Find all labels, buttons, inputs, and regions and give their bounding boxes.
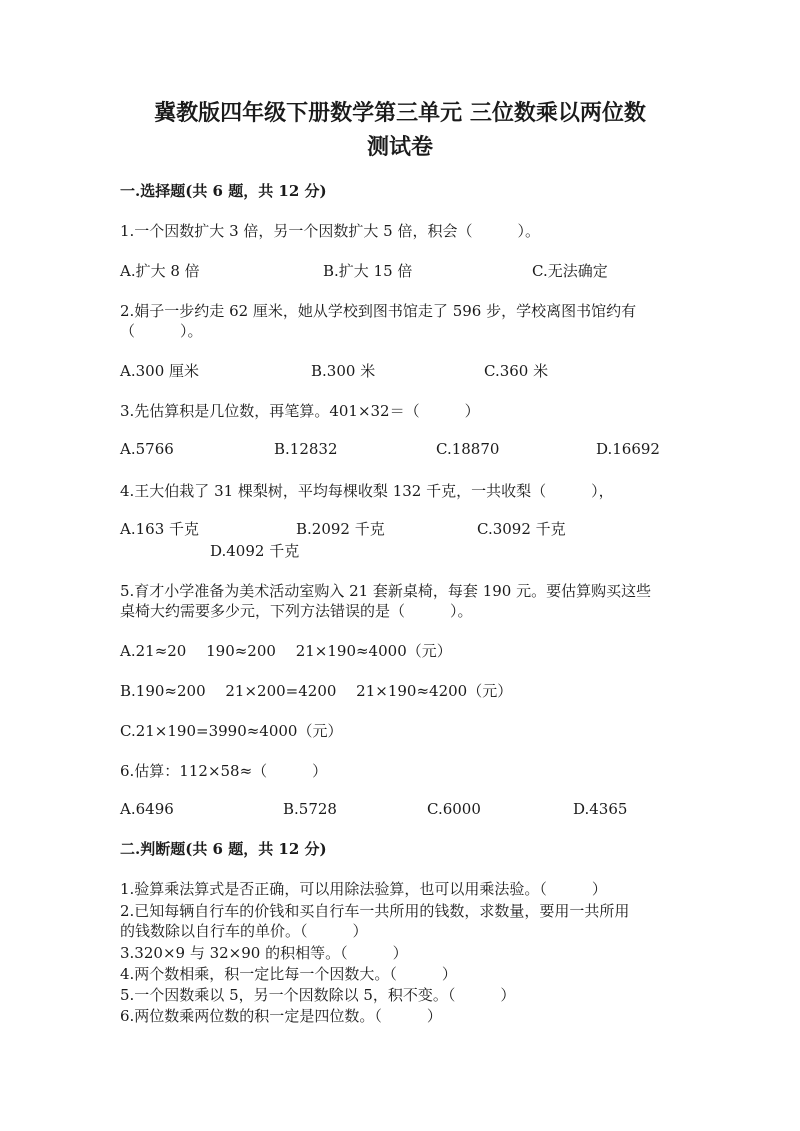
question-5-option-b: B.190≈200 21×200=4200 21×190≈4200（元） (120, 682, 513, 700)
judgment-item-4: 4.两个数相乘，积一定比每一个因数大。（ ） (120, 965, 457, 983)
question-6-stem: 6.估算：112×58≈（ ） (120, 762, 328, 780)
question-5-option-c: C.21×190=3990≈4000（元） (120, 722, 343, 740)
question-1-stem: 1.一个因数扩大 3 倍，另一个因数扩大 5 倍，积会（ ）。 (120, 222, 540, 240)
judgment-item-2-line-2: 的钱数除以自行车的单价。（ ） (120, 922, 368, 940)
question-3-option-b: B.12832 (274, 440, 338, 458)
question-2-stem-line-1: 2.娟子一步约走 62 厘米，她从学校到图书馆走了 596 步，学校离图书馆约有 (120, 302, 637, 320)
page-title (80, 96, 720, 164)
title-line-1: 冀教版四年级下册数学第三单元 三位数乘以两位数 (154, 100, 646, 126)
question-2-option-b: B.300 米 (311, 362, 376, 380)
question-2-stem-line-2: （ ）。 (120, 322, 203, 340)
question-5-stem-line-1: 5.育才小学准备为美术活动室购入 21 套新桌椅，每套 190 元。要估算购买这些 (120, 582, 652, 600)
question-3-option-a: A.5766 (120, 440, 174, 458)
question-1-option-c: C.无法确定 (532, 262, 608, 280)
question-3-option-c: C.18870 (436, 440, 500, 458)
judgment-item-2-line-1: 2.已知每辆自行车的价钱和买自行车一共所用的钱数，求数量，要用一共所用 (120, 902, 630, 920)
section-heading-true-false: 二.判断题(共 6 题，共 12 分) (120, 840, 327, 858)
question-6-option-c: C.6000 (427, 800, 481, 818)
question-4-option-d: D.4092 千克 (210, 542, 300, 560)
question-3-stem: 3.先估算积是几位数，再笔算。401×32＝（ ） (120, 402, 480, 420)
question-4-stem: 4.王大伯栽了 31 棵梨树，平均每棵收梨 132 千克，一共收梨（ ）， (120, 482, 614, 500)
question-5-option-a: A.21≈20 190≈200 21×190≈4000（元） (120, 642, 452, 660)
question-1-option-b: B.扩大 15 倍 (323, 262, 413, 280)
question-4-option-b: B.2092 千克 (296, 520, 385, 538)
judgment-item-5: 5.一个因数乘以 5，另一个因数除以 5，积不变。（ ） (120, 986, 516, 1004)
question-6-option-d: D.4365 (573, 800, 628, 818)
question-2-option-a: A.300 厘米 (120, 362, 199, 380)
question-3-option-d: D.16692 (596, 440, 660, 458)
question-1-option-a: A.扩大 8 倍 (120, 262, 200, 280)
question-2-option-c: C.360 米 (484, 362, 549, 380)
question-5-stem-line-2: 桌椅大约需要多少元，下列方法错误的是（ ）。 (120, 602, 473, 620)
judgment-item-3: 3.320×9 与 32×90 的积相等。（ ） (120, 944, 408, 962)
question-6-option-b: B.5728 (283, 800, 337, 818)
question-6-option-a: A.6496 (120, 800, 174, 818)
title-line-2: 测试卷 (366, 134, 433, 160)
question-4-option-c: C.3092 千克 (477, 520, 566, 538)
section-heading-multiple-choice: 一.选择题(共 6 题，共 12 分) (120, 182, 327, 200)
question-4-option-a: A.163 千克 (120, 520, 199, 538)
judgment-item-1: 1.验算乘法算式是否正确，可以用除法验算，也可以用乘法验。（ ） (120, 880, 607, 898)
judgment-item-6: 6.两位数乘两位数的积一定是四位数。（ ） (120, 1007, 442, 1025)
